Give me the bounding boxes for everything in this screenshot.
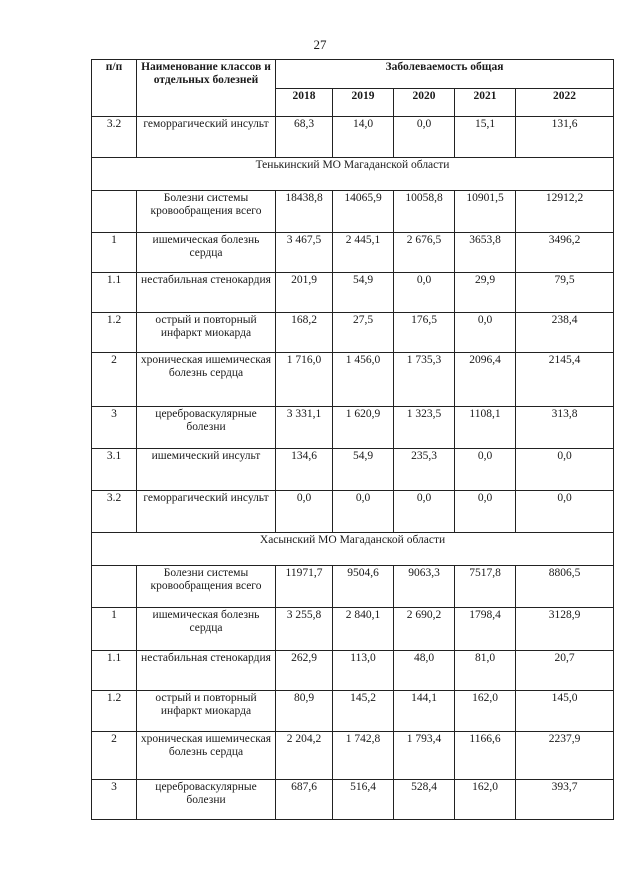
page-number: 27: [313, 37, 327, 52]
value-cell: 10058,8: [394, 191, 455, 233]
disease-name: хроническая ишемическая болезнь сердца: [137, 732, 276, 780]
value-cell: 1 456,0: [333, 353, 394, 407]
disease-name: ишемический инсульт: [137, 449, 276, 491]
value-cell: 7517,8: [455, 566, 516, 608]
value-cell: 9504,6: [333, 566, 394, 608]
value-cell: 9063,3: [394, 566, 455, 608]
table-row: [92, 353, 614, 407]
value-cell: 1 716,0: [276, 353, 333, 407]
table-row: [92, 691, 614, 732]
value-cell: 12912,2: [516, 191, 614, 233]
value-cell: 2 204,2: [276, 732, 333, 780]
region-title: Хасынский МО Магаданской области: [92, 533, 614, 566]
value-cell: 145,2: [333, 691, 394, 732]
value-cell: 20,7: [516, 651, 614, 691]
disease-name: острый и повторный инфаркт миокарда: [137, 313, 276, 353]
value-cell: 2 676,5: [394, 233, 455, 273]
value-cell: 2237,9: [516, 732, 614, 780]
value-cell: 144,1: [394, 691, 455, 732]
table-row: [92, 273, 614, 313]
value-cell: 2145,4: [516, 353, 614, 407]
disease-name: геморрагический инсульт: [137, 491, 276, 533]
row-code: 3: [92, 407, 137, 449]
value-cell: 1 735,3: [394, 353, 455, 407]
value-cell: 0,0: [276, 491, 333, 533]
value-cell: 113,0: [333, 651, 394, 691]
value-cell: 3496,2: [516, 233, 614, 273]
disease-name: Болезни системы кровообращения всего: [137, 191, 276, 233]
value-cell: 54,9: [333, 273, 394, 313]
row-code: 1: [92, 608, 137, 651]
table-row: [92, 608, 614, 651]
header-year: 2021: [455, 89, 516, 117]
region-title: Тенькинский МО Магаданской области: [92, 158, 614, 191]
row-code: 1.1: [92, 273, 137, 313]
value-cell: 79,5: [516, 273, 614, 313]
disease-name: цереброваскулярные болезни: [137, 780, 276, 820]
value-cell: 80,9: [276, 691, 333, 732]
value-cell: 687,6: [276, 780, 333, 820]
value-cell: 14065,9: [333, 191, 394, 233]
header-year: 2022: [516, 89, 614, 117]
disease-name: геморрагический инсульт: [137, 117, 276, 158]
value-cell: 313,8: [516, 407, 614, 449]
disease-name: острый и повторный инфаркт миокарда: [137, 691, 276, 732]
value-cell: 11971,7: [276, 566, 333, 608]
value-cell: 2096,4: [455, 353, 516, 407]
row-code: 3.1: [92, 449, 137, 491]
table-row: [92, 117, 614, 158]
disease-name: ишемическая болезнь сердца: [137, 233, 276, 273]
value-cell: 2 445,1: [333, 233, 394, 273]
value-cell: 168,2: [276, 313, 333, 353]
value-cell: 0,0: [516, 449, 614, 491]
value-cell: 238,4: [516, 313, 614, 353]
value-cell: 0,0: [455, 491, 516, 533]
value-cell: 1 742,8: [333, 732, 394, 780]
value-cell: 3128,9: [516, 608, 614, 651]
value-cell: 3 331,1: [276, 407, 333, 449]
row-code: 1.2: [92, 313, 137, 353]
region-row: [92, 533, 614, 566]
table-body: [92, 117, 614, 820]
value-cell: 1 323,5: [394, 407, 455, 449]
value-cell: 0,0: [394, 273, 455, 313]
table-row: [92, 233, 614, 273]
value-cell: 162,0: [455, 780, 516, 820]
value-cell: 10901,5: [455, 191, 516, 233]
value-cell: 516,4: [333, 780, 394, 820]
value-cell: 8806,5: [516, 566, 614, 608]
morbidity-table: [91, 59, 614, 820]
value-cell: 1108,1: [455, 407, 516, 449]
header-num: п/п: [92, 60, 137, 117]
value-cell: 201,9: [276, 273, 333, 313]
table-row: [92, 407, 614, 449]
value-cell: 0,0: [455, 313, 516, 353]
value-cell: 29,9: [455, 273, 516, 313]
row-code: 1.1: [92, 651, 137, 691]
table-row: [92, 732, 614, 780]
disease-name: цереброваскулярные болезни: [137, 407, 276, 449]
value-cell: 3653,8: [455, 233, 516, 273]
value-cell: 3 255,8: [276, 608, 333, 651]
value-cell: 15,1: [455, 117, 516, 158]
disease-name: ишемическая болезнь сердца: [137, 608, 276, 651]
value-cell: 134,6: [276, 449, 333, 491]
disease-name: нестабильная стенокардия: [137, 273, 276, 313]
value-cell: 27,5: [333, 313, 394, 353]
value-cell: 162,0: [455, 691, 516, 732]
table-row: [92, 780, 614, 820]
value-cell: 14,0: [333, 117, 394, 158]
value-cell: 235,3: [394, 449, 455, 491]
value-cell: 393,7: [516, 780, 614, 820]
value-cell: 0,0: [394, 117, 455, 158]
table-row: [92, 191, 614, 233]
row-code: 1: [92, 233, 137, 273]
value-cell: 54,9: [333, 449, 394, 491]
table-row: [92, 313, 614, 353]
header-name: Наименование классов и отдельных болезней: [137, 60, 276, 117]
disease-name: хроническая ишемическая болезнь сердца: [137, 353, 276, 407]
header-year: 2018: [276, 89, 333, 117]
value-cell: 131,6: [516, 117, 614, 158]
value-cell: 145,0: [516, 691, 614, 732]
value-cell: 68,3: [276, 117, 333, 158]
row-code: 2: [92, 353, 137, 407]
value-cell: 0,0: [516, 491, 614, 533]
value-cell: 2 690,2: [394, 608, 455, 651]
value-cell: 48,0: [394, 651, 455, 691]
value-cell: 2 840,1: [333, 608, 394, 651]
value-cell: 528,4: [394, 780, 455, 820]
value-cell: 1 793,4: [394, 732, 455, 780]
value-cell: 81,0: [455, 651, 516, 691]
row-code: 3: [92, 780, 137, 820]
table-row: [92, 651, 614, 691]
header-year: 2020: [394, 89, 455, 117]
value-cell: 0,0: [455, 449, 516, 491]
disease-name: нестабильная стенокардия: [137, 651, 276, 691]
table-row: [92, 491, 614, 533]
header-year: 2019: [333, 89, 394, 117]
value-cell: 262,9: [276, 651, 333, 691]
disease-name: Болезни системы кровообращения всего: [137, 566, 276, 608]
table-row: [92, 449, 614, 491]
value-cell: 1 620,9: [333, 407, 394, 449]
row-code: 3.2: [92, 491, 137, 533]
row-code: [92, 191, 137, 233]
table-row: [92, 566, 614, 608]
value-cell: 176,5: [394, 313, 455, 353]
value-cell: 0,0: [394, 491, 455, 533]
value-cell: 3 467,5: [276, 233, 333, 273]
value-cell: 0,0: [333, 491, 394, 533]
header-group: Заболеваемость общая: [276, 60, 614, 89]
value-cell: 18438,8: [276, 191, 333, 233]
region-row: [92, 158, 614, 191]
row-code: 2: [92, 732, 137, 780]
row-code: 1.2: [92, 691, 137, 732]
value-cell: 1798,4: [455, 608, 516, 651]
row-code: [92, 566, 137, 608]
row-code: 3.2: [92, 117, 137, 158]
value-cell: 1166,6: [455, 732, 516, 780]
